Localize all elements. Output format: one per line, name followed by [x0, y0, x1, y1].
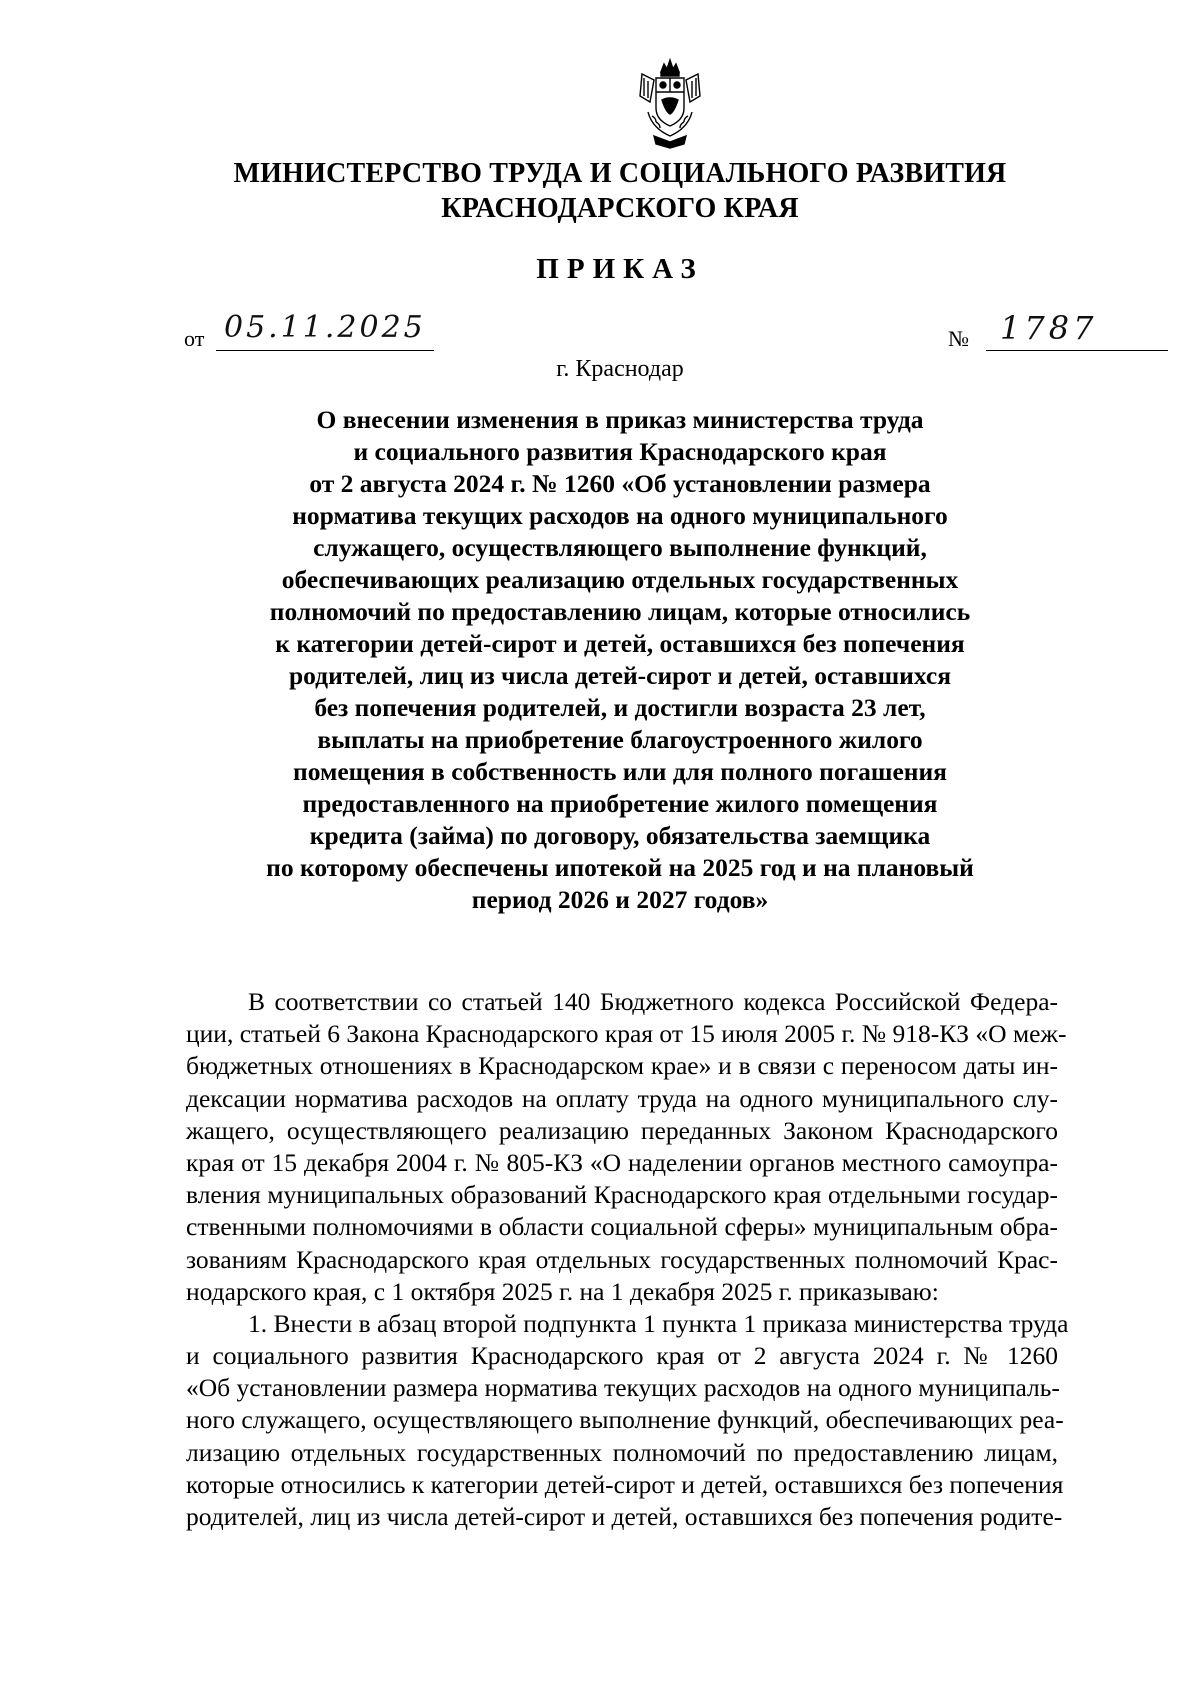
subject-line: от 2 августа 2024 г. № 1260 «Об установлении размера: [309, 469, 931, 498]
subject-line: родителей, лиц из числа детей-сирот и детей, оставшихся: [288, 661, 951, 690]
order-subject: [180, 404, 1060, 916]
body-line: ственными полномочиями в области социальной сферы» муниципальным обра-: [186, 1212, 1058, 1242]
document-type-title: ПРИКАЗ: [536, 253, 704, 285]
subject-line: без попечения родителей, и достигли возраста 23 лет,: [314, 693, 926, 722]
body-line: зованиям Краснодарского края отдельных государственных полномочий Крас-: [186, 1244, 1058, 1274]
body-line: бюджетных отношениях в Краснодарском крае» и в связи с переносом даты ин-: [186, 1051, 1058, 1081]
subject-line: полномочий по предоставлению лицам, которые относились: [269, 597, 971, 626]
body-line: дексации норматива расходов на оплату труда на одного муниципального слу-: [186, 1083, 1058, 1113]
body-line: и социального развития Краснодарского края от 2 августа 2024 г. № 1260: [186, 1341, 1058, 1371]
subject-line: О внесении изменения в приказ министерства труда: [316, 405, 924, 434]
city-line: г. Краснодар: [556, 356, 684, 382]
subject-line: служащего, осуществляющего выполнение функций,: [313, 533, 927, 562]
body-line: нодарского края, с 1 октября 2025 г. на 1 декабря 2025 г. приказываю:: [186, 1276, 939, 1306]
subject-line: предоставленного на приобретение жилого помещения: [302, 789, 938, 818]
ministry-name-line-1: МИНИСТЕРСТВО ТРУДА И СОЦИАЛЬНОГО РАЗВИТИЯ: [233, 158, 1007, 189]
subject-line: период 2026 и 2027 годов»: [471, 885, 769, 914]
subject-line: кредита (займа) по договору, обязательства заемщика: [309, 821, 931, 850]
body-line: которые относились к категории детей-сирот и детей, оставшихся без попечения: [186, 1469, 1064, 1499]
handwritten-date: 05.11.2025: [216, 308, 434, 351]
subject-line: и социального развития Краснодарского края: [353, 437, 887, 466]
coat-of-arms-icon: [634, 56, 706, 152]
ministry-name-line-2: КРАСНОДАРСКОГО КРАЯ: [441, 193, 799, 224]
body-line: края от 15 декабря 2004 г. № 805-КЗ «О наделении органов местного самоупра-: [186, 1147, 1058, 1177]
subject-line: к категории детей-сирот и детей, оставшихся без попечения: [275, 629, 965, 658]
body-line: В соответствии со статьей 140 Бюджетного кодекса Российской Федера-: [248, 987, 1058, 1016]
coat-of-arms-emblem: [634, 56, 706, 152]
subject-line: норматива текущих расходов на одного муниципального: [292, 501, 948, 530]
body-line: родителей, лиц из числа детей-сирот и детей, оставшихся без попечения родите-: [186, 1502, 1063, 1531]
subject-line: обеспечивающих реализацию отдельных государственных: [281, 565, 959, 594]
body-line: ного служащего, осуществляющего выполнение функций, обеспечивающих реа-: [186, 1405, 1064, 1435]
ministry-header: [150, 156, 1090, 226]
number-label: №: [948, 326, 969, 351]
subject-line: помещения в собственность или для полного погашения: [293, 757, 947, 786]
subject-line: выплаты на приобретение благоустроенного жилого: [317, 725, 923, 754]
body-line: 1. Внести в абзац второй подпункта 1 пункта 1 приказа министерства труда: [248, 1308, 1069, 1338]
body-line: ции, статьей 6 Закона Краснодарского края от 15 июля 2005 г. № 918-КЗ «О меж-: [186, 1019, 1067, 1049]
body-line: лизацию отдельных государственных полномочий по предоставлению лицам,: [186, 1437, 1058, 1467]
order-body: [186, 986, 1069, 1533]
date-label: от: [184, 326, 205, 351]
body-line: «Об установлении размера норматива текущих расходов на одного муниципаль-: [186, 1373, 1060, 1403]
subject-line: по которому обеспечены ипотекой на 2025 год и на плановый: [266, 853, 974, 882]
handwritten-number: 1787: [986, 308, 1168, 351]
body-line: вления муниципальных образований Краснодарского края отдельными государ-: [186, 1180, 1058, 1210]
body-line: жащего, осуществляющего реализацию переданных Законом Краснодарского: [186, 1115, 1058, 1145]
